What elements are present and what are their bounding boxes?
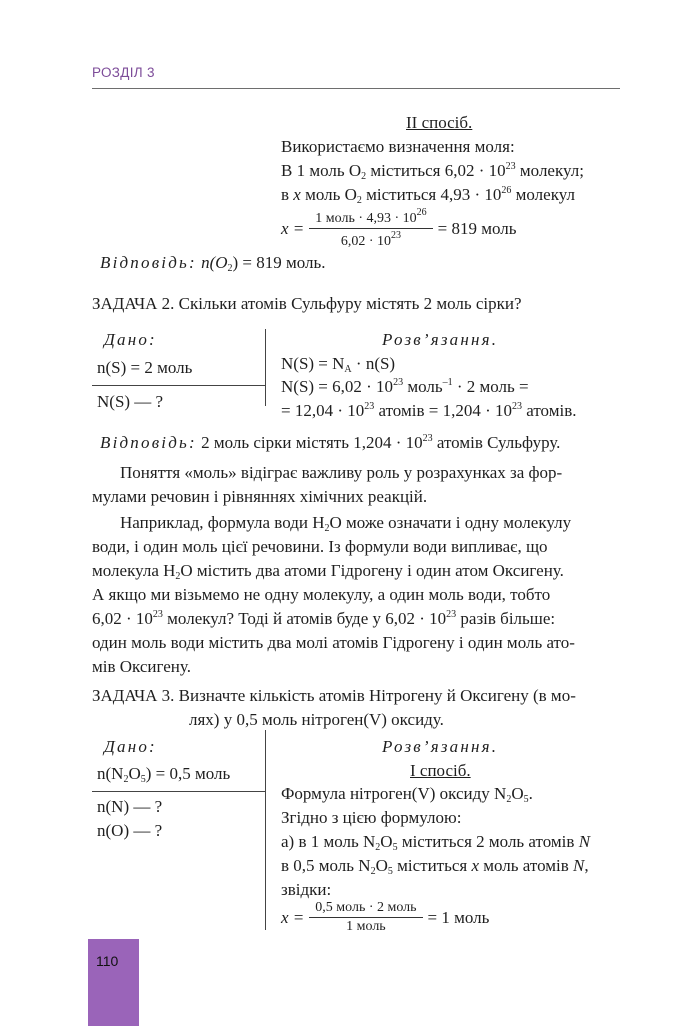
task3-find-n: n(N) — ? [97, 797, 163, 816]
task3-vertical-divider [265, 730, 266, 930]
para2-line2: води, і один моль цієї речовини. Із формули води випливає, що [92, 537, 548, 556]
task3-step1: Формула нітроген(V) оксиду $N_2O_5$. [281, 784, 533, 805]
para2-line5: $6,02 \cdot 10^{23}$ молекул? Тоді й атомів буде у $6,02 \cdot 10^{23}$ разів більше: [92, 609, 556, 628]
task2-find: N(S) — ? [97, 392, 164, 411]
para2-line3: молекула $H_2O$ містить два атоми Гідрогену і один атом Оксигену. [92, 561, 564, 582]
task2-step1: $N(S) = N_A \cdot n(S)$ [281, 354, 396, 375]
task3-find-o: n(O) — ? [97, 821, 163, 840]
task3-given-divider [92, 791, 265, 792]
method2-title: II спосіб. [406, 113, 473, 132]
para2-line1: Наприклад, формула води $H_2O$ може означати і одну молекулу [120, 513, 572, 534]
task2-given: n(S) = 2 моль [97, 358, 193, 377]
task2-step2: $N(S) = 6,02 \cdot 10^{23}$ моль$^{-1}$ · 2 моль = [281, 377, 529, 396]
para2-line7: мів Оксигену. [92, 657, 191, 676]
task3-given-label: Дано: [104, 737, 157, 756]
task3-step2: Згідно з цією формулою: [281, 808, 462, 827]
task2-vertical-divider [265, 329, 266, 406]
task2-given-label: Дано: [104, 330, 157, 349]
task3-given: $n(N_2O_5) = 0,5$ моль [97, 764, 231, 785]
task2-given-divider [92, 385, 265, 386]
task3-step5: звідки: [281, 880, 332, 899]
para2-line6: один моль води містить два молі атомів Гідрогену і один моль ато- [92, 633, 575, 652]
task2-title: ЗАДАЧА 2. Скільки атомів Сульфуру містять 2 моль сірки? [92, 294, 522, 313]
method2-line2: В 1 моль $O_2$ міститься $6,02 \cdot 10^{23}$ молекул; [281, 161, 584, 182]
method2-line1: Використаємо визначення моля: [281, 137, 515, 156]
task3-title-line1: ЗАДАЧА 3. Визначте кількість атомів Нітрогену й Оксигену (в мо- [92, 686, 576, 705]
task2-solution-label: Розв’язання. [382, 330, 499, 349]
answer-1: Відповідь: $n(O_2) = 819$ моль. [100, 253, 326, 274]
method2-formula: x = $\frac{1 моль \cdot 4,93 \cdot 10^{26}}{6,02 \cdot 10^{23}}$ = 819 моль [281, 207, 517, 249]
para1-line2: мулами речовин і рівняннях хімічних реакцій. [92, 487, 428, 506]
task3-formula: x = $\frac{\text{0,5 моль · 2 моль}}{\text{1 моль}}$ = 1 моль [281, 900, 490, 934]
section-header: РОЗДІЛ 3 [92, 65, 155, 80]
task3-title-line2: лях) у 0,5 моль нітроген(V) оксиду. [189, 710, 444, 729]
task3-step3: а) в 1 моль $N_2O_5$ міститься 2 моль атомів N [281, 832, 591, 853]
task3-step4: в 0,5 моль $N_2O_5$ міститься x моль атомів N, [281, 856, 589, 877]
para2-line4: А якщо ми візьмемо не одну молекулу, а один моль води, тобто [92, 585, 551, 604]
method2-line3: в x моль $O_2$ міститься $4,93 \cdot 10^{26}$ молекул [281, 185, 575, 206]
para1-line1: Поняття «моль» відіграє важливу роль у розрахунках за фор- [120, 463, 563, 482]
task3-method1-title: I спосіб. [410, 761, 471, 780]
header-rule [92, 88, 620, 89]
answer-2: Відповідь: 2 моль сірки містять $1,204 \cdot 10^{23}$ атомів Сульфуру. [100, 433, 561, 452]
task3-solution-label: Розв’язання. [382, 737, 499, 756]
task2-step3: = $12,04 \cdot 10^{23}$ атомів = $1,204 \cdot 10^{23}$ атомів. [281, 401, 577, 420]
page-number: 110 [96, 953, 119, 969]
